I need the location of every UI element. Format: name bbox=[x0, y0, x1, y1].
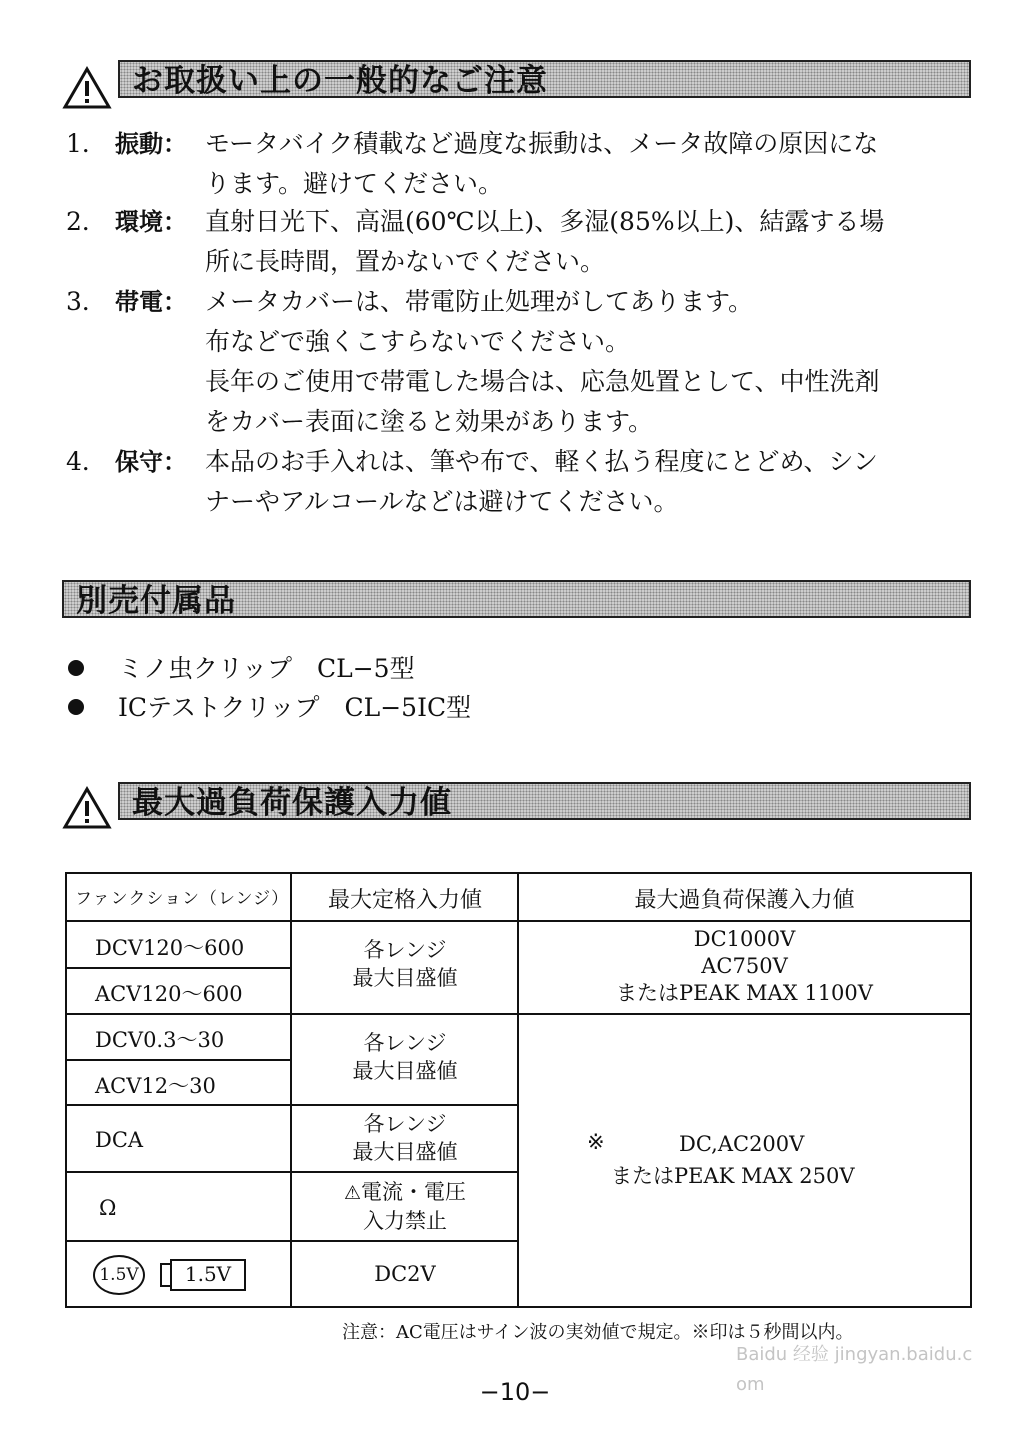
rated-line: 各レンジ bbox=[363, 1031, 447, 1055]
rated-line: 最大目盛値 bbox=[352, 1140, 458, 1164]
bullet-icon bbox=[68, 660, 84, 676]
protect-line: DC,AC200V bbox=[679, 1132, 805, 1156]
function-dcv-high: DCV120〜600 bbox=[95, 936, 245, 960]
note-item-maintenance bbox=[0, 442, 1032, 522]
rated-line: 各レンジ bbox=[363, 938, 447, 962]
warning-icon bbox=[62, 66, 112, 110]
protect-cell-high bbox=[519, 926, 970, 1007]
note-line: 布などで強くこすらないでください。 bbox=[205, 327, 631, 356]
note-line: 所に長時間，置かないでください。 bbox=[205, 247, 606, 276]
watermark: Baidu 经验 jingyan.baidu.com bbox=[736, 1344, 973, 1395]
section-title-overload: 最大過負荷保護入力値 bbox=[118, 782, 971, 820]
protect-line: AC750V bbox=[701, 954, 788, 978]
battery-circle-icon bbox=[93, 1255, 145, 1295]
rated-cell bbox=[292, 1178, 518, 1235]
accessory-item: ミノ虫クリップ CL−5型 bbox=[118, 654, 415, 683]
overload-table bbox=[65, 872, 972, 1308]
rated-line: 入力禁止 bbox=[363, 1209, 447, 1233]
note-line: モータバイク積載など過度な振動は、メータ故障の原因にな bbox=[205, 129, 879, 158]
function-acv-high: ACV120〜600 bbox=[95, 982, 243, 1006]
rated-cell bbox=[292, 1029, 518, 1085]
rated-cell bbox=[292, 1110, 518, 1166]
footer-note: 注意：AC電圧はサイン波の実効値で規定。※印は５秒間以内。 bbox=[342, 1322, 854, 1343]
note-number: 4． bbox=[66, 447, 107, 476]
function-dca: DCA bbox=[95, 1128, 144, 1152]
warning-icon: ⚠ bbox=[343, 1182, 362, 1204]
page-number: −10− bbox=[479, 1378, 551, 1406]
header-function: ファンクション（レンジ） bbox=[75, 889, 290, 909]
battery-circle-label: 1.5V bbox=[99, 1265, 139, 1285]
note-number: 2． bbox=[66, 207, 107, 236]
rated-line bbox=[292, 1178, 518, 1207]
note-line: ナーやアルコールなどは避けてください。 bbox=[205, 487, 679, 516]
function-acv-low: ACV12〜30 bbox=[95, 1074, 216, 1098]
bullet-icon bbox=[68, 699, 84, 715]
rated-cell: DC2V bbox=[374, 1262, 436, 1286]
note-line: 直射日光下、高温(60℃以上)、多湿(85%以上)、結露する場 bbox=[205, 207, 885, 236]
note-item-environment bbox=[0, 202, 1032, 282]
rated-line: 最大目盛値 bbox=[352, 966, 458, 990]
note-line: 長年のご使用で帯電した場合は、応急処置として、中性洗剤 bbox=[205, 367, 880, 396]
note-item-static bbox=[0, 282, 1032, 442]
warning-icon bbox=[62, 786, 112, 830]
protect-mark: ※ bbox=[587, 1130, 605, 1154]
note-line: をカバー表面に塗ると効果があります。 bbox=[205, 407, 654, 436]
rated-line: 各レンジ bbox=[363, 1112, 447, 1136]
header-rated: 最大定格入力値 bbox=[327, 888, 482, 913]
rated-cell bbox=[292, 936, 518, 992]
note-label: 振動： bbox=[115, 130, 187, 158]
note-line: ります。避けてください。 bbox=[205, 169, 504, 198]
protect-line: またはPEAK MAX 1100V bbox=[616, 981, 873, 1005]
section-title-accessories: 別売付属品 bbox=[62, 580, 971, 618]
rated-text: 電流・電圧 bbox=[361, 1180, 467, 1204]
section-title-general: お取扱い上の一般的なご注意 bbox=[118, 60, 971, 98]
note-label: 帯電： bbox=[115, 288, 187, 316]
note-label: 保守： bbox=[115, 448, 187, 476]
function-ohm: Ω bbox=[99, 1196, 117, 1220]
function-dcv-low: DCV0.3〜30 bbox=[95, 1028, 225, 1052]
protect-line: またはPEAK MAX 250V bbox=[611, 1164, 855, 1188]
battery-box-label: 1.5V bbox=[184, 1262, 232, 1286]
rated-line: 最大目盛値 bbox=[352, 1059, 458, 1083]
note-number: 3． bbox=[66, 287, 107, 316]
protect-line: DC1000V bbox=[693, 927, 796, 951]
note-line: メータカバーは、帯電防止処理がしてあります。 bbox=[205, 287, 754, 316]
note-item-vibration bbox=[0, 124, 1032, 204]
header-protect: 最大過負荷保護入力値 bbox=[634, 888, 855, 913]
note-line: 本品のお手入れは、筆や布で、軽く払う程度にとどめ、シン bbox=[205, 447, 878, 476]
note-label: 環境： bbox=[115, 208, 187, 236]
note-number: 1． bbox=[66, 129, 107, 158]
accessory-item: ICテストクリップ CL−5IC型 bbox=[118, 693, 472, 722]
